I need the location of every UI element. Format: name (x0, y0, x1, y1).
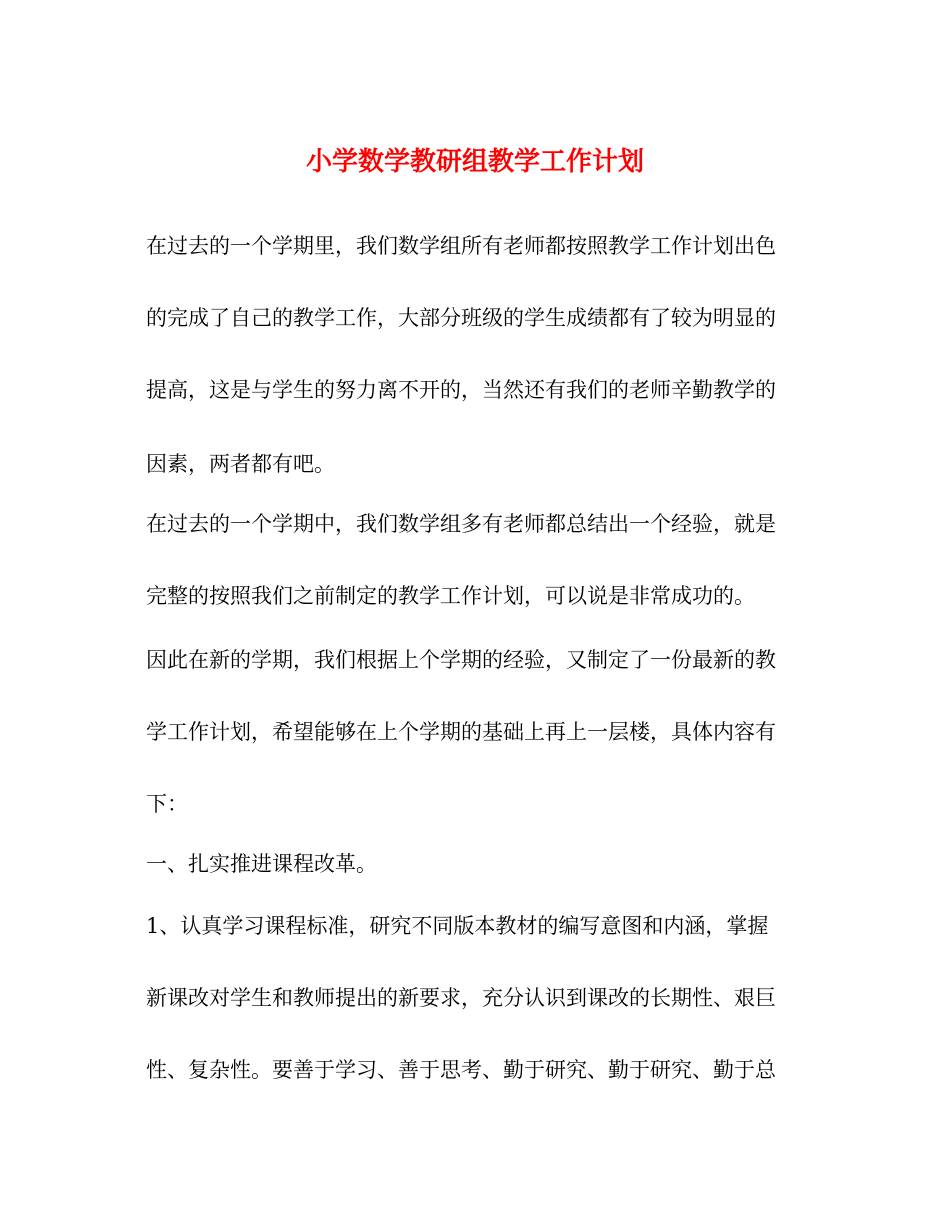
paragraph-line: 在过去的一个学期里，我们数学组所有老师都按照教学工作计划出色 (146, 234, 776, 258)
paragraph-line: 在过去的一个学期中，我们数学组多有老师都总结出一个经验，就是 (146, 512, 776, 536)
section-heading: 一、扎实推进课程改革。 (146, 852, 377, 876)
paragraph-line: 的完成了自己的教学工作，大部分班级的学生成绩都有了较为明显的 (146, 306, 776, 330)
paragraph-line: 学工作计划，希望能够在上个学期的基础上再上一层楼，具体内容有 (146, 720, 776, 744)
paragraph-line: 下： (146, 792, 188, 816)
paragraph-line: 因此在新的学期，我们根据上个学期的经验，又制定了一份最新的教 (146, 648, 776, 672)
document-title: 小学数学教研组教学工作计划 (305, 147, 644, 177)
paragraph-line: 1、认真学习课程标准，研究不同版本教材的编写意图和内涵，掌握 (146, 914, 769, 938)
paragraph-line: 完整的按照我们之前制定的教学工作计划，可以说是非常成功的。 (146, 584, 755, 608)
paragraph-line: 新课改对学生和教师提出的新要求，充分认识到课改的长期性、艰巨 (146, 986, 776, 1010)
paragraph-line: 提高，这是与学生的努力离不开的，当然还有我们的老师辛勤教学的 (146, 378, 776, 402)
paragraph-line: 因素，两者都有吧。 (146, 452, 335, 476)
paragraph-line: 性、复杂性。要善于学习、善于思考、勤于研究、勤于研究、勤于总 (146, 1058, 776, 1082)
